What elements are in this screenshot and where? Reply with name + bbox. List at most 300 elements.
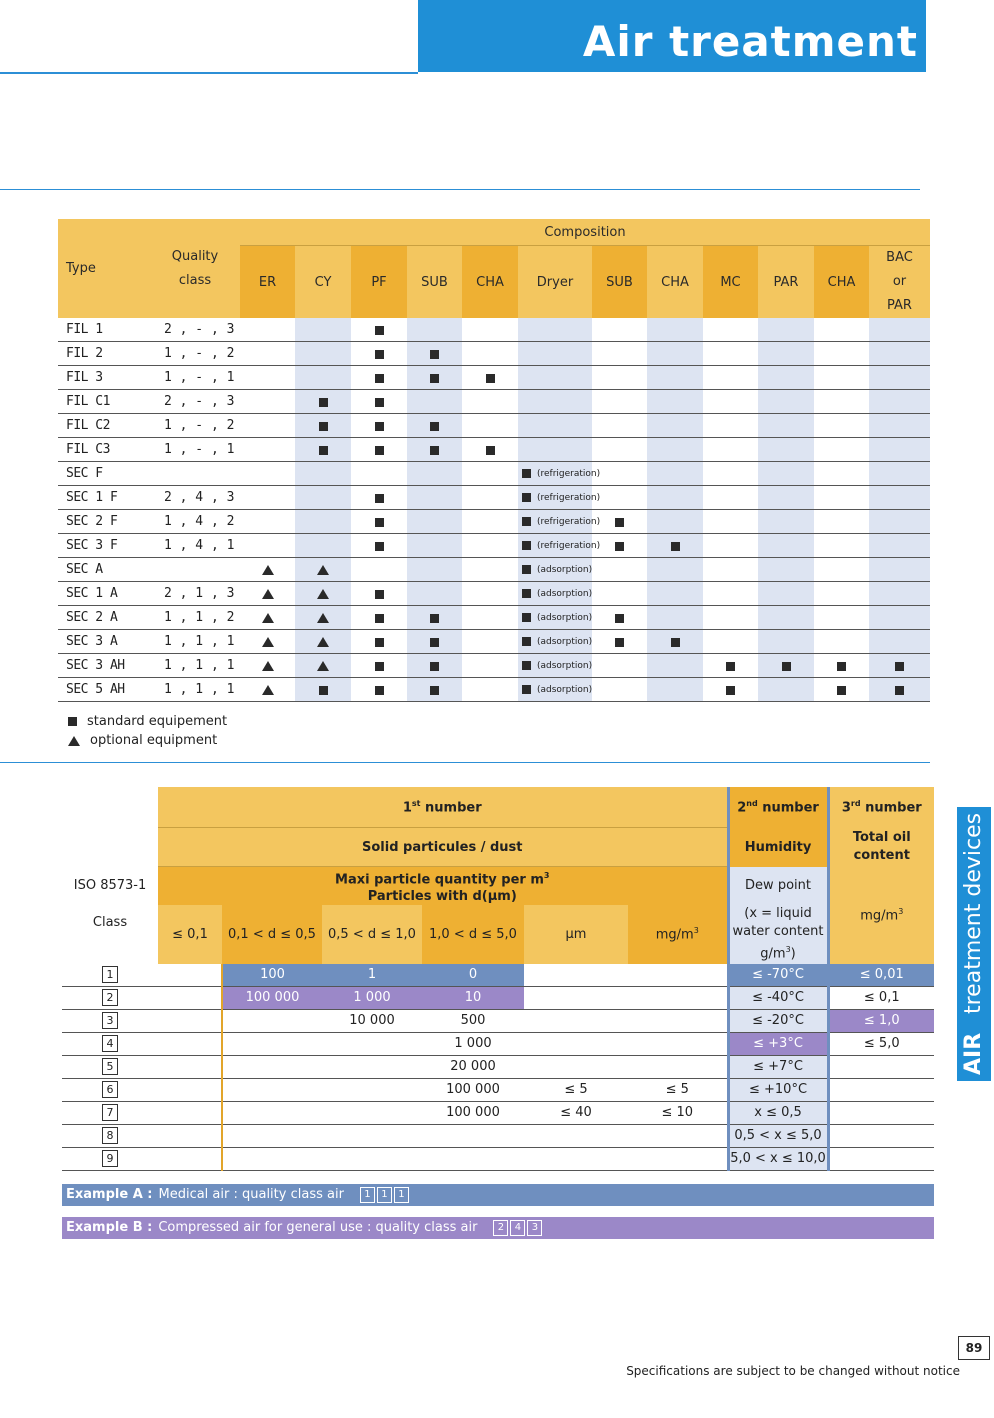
table-row [58, 486, 930, 510]
page-number: 89 [958, 1336, 990, 1360]
composition-cell [703, 558, 758, 582]
value-cell [222, 1009, 322, 1032]
class-number-box: 1 [394, 1187, 409, 1203]
quality-cell: 1 , 1 , 1 [150, 630, 240, 654]
value-cell [222, 1055, 322, 1078]
composition-cell [869, 582, 930, 606]
table-row [58, 582, 930, 606]
composition-cell [703, 366, 758, 390]
value-cell [628, 1009, 728, 1032]
example-a-class-boxes [360, 1187, 409, 1203]
composition-cell [462, 414, 518, 438]
composition-cell [758, 414, 814, 438]
dryer-cell [518, 342, 592, 366]
quality-class-header: Quality class [171, 248, 219, 288]
value-cell: ≤ 10 [628, 1101, 728, 1124]
composition-cell [647, 678, 703, 702]
type-cell: SEC 3 A [58, 630, 150, 654]
composition-cell [295, 630, 351, 654]
composition-cell [407, 558, 462, 582]
composition-cell [758, 438, 814, 462]
composition-cell [240, 318, 295, 342]
dew-point-cell: 5,0 < x ≤ 10,0 [728, 1147, 828, 1170]
composition-cell [703, 606, 758, 630]
composition-cell [869, 486, 930, 510]
table-row [62, 1078, 934, 1101]
class-cell [62, 1124, 222, 1147]
triangle-icon [317, 661, 329, 671]
type-cell: SEC A [58, 558, 150, 582]
table-row [58, 678, 930, 702]
type-quality-header [58, 219, 240, 318]
value-cell [322, 1055, 422, 1078]
table-row [62, 1032, 934, 1055]
composition-cell [703, 630, 758, 654]
composition-cell [295, 582, 351, 606]
composition-cell [647, 654, 703, 678]
quality-cell: 2 , 4 , 3 [150, 486, 240, 510]
section-rule-1 [0, 189, 920, 190]
table-row [62, 1147, 934, 1170]
class-cell [62, 1147, 222, 1170]
col-05-10: 0,5 < d ≤ 1,0 [322, 905, 422, 963]
composition-cell [814, 318, 869, 342]
composition-cell [814, 534, 869, 558]
class-cell [62, 964, 222, 987]
class-number-box: 3 [527, 1220, 542, 1236]
col-um: µm [524, 905, 628, 963]
dryer-cell [518, 678, 592, 702]
value-cell: 1 000 [422, 1032, 524, 1055]
composition-cell [647, 342, 703, 366]
square-icon [895, 662, 904, 671]
composition-cell [351, 366, 407, 390]
composition-cell [647, 582, 703, 606]
composition-cell [869, 534, 930, 558]
col-pf: PF [351, 246, 407, 319]
composition-cell [703, 486, 758, 510]
composition-cell [814, 558, 869, 582]
square-icon [522, 469, 531, 478]
composition-table [58, 219, 930, 702]
square-icon [430, 662, 439, 671]
square-icon [430, 374, 439, 383]
value-cell: ≤ 40 [524, 1101, 628, 1124]
composition-cell [462, 582, 518, 606]
composition-cell [703, 510, 758, 534]
composition-cell [814, 438, 869, 462]
composition-cell [592, 414, 647, 438]
composition-cell [869, 510, 930, 534]
composition-cell [295, 462, 351, 486]
composition-cell [703, 318, 758, 342]
oil-cell [828, 1147, 934, 1170]
dryer-cell [518, 366, 592, 390]
triangle-icon [317, 589, 329, 599]
class-number-box: 3 [102, 1012, 118, 1029]
dryer-cell [518, 558, 592, 582]
square-icon [837, 662, 846, 671]
oil-cell: ≤ 0,01 [828, 964, 934, 987]
composition-cell [240, 462, 295, 486]
value-cell [524, 964, 628, 987]
table-row [58, 606, 930, 630]
composition-cell [240, 558, 295, 582]
value-cell [322, 1101, 422, 1124]
composition-cell [592, 318, 647, 342]
dryer-type-label: (adsorption) [537, 564, 593, 575]
dew-point-cell: 0,5 < x ≤ 5,0 [728, 1124, 828, 1147]
class-cell [62, 1009, 222, 1032]
quality-cell: 1 , - , 2 [150, 342, 240, 366]
dryer-cell [518, 630, 592, 654]
class-number-box: 6 [102, 1081, 118, 1098]
dryer-cell [518, 606, 592, 630]
value-cell: 100 000 [422, 1101, 524, 1124]
composition-cell [758, 366, 814, 390]
dew-point-cell: ≤ -40°C [728, 986, 828, 1009]
composition-cell [407, 678, 462, 702]
composition-cell [407, 606, 462, 630]
oil-cell: ≤ 0,1 [828, 986, 934, 1009]
composition-cell [407, 414, 462, 438]
dryer-cell [518, 486, 601, 510]
value-cell [222, 1078, 322, 1101]
triangle-icon [68, 736, 80, 746]
table-row [58, 534, 930, 558]
oil-content-header: Total oil content [828, 828, 934, 867]
composition-cell [295, 558, 351, 582]
value-cell: 1 000 [322, 986, 422, 1009]
square-icon [522, 637, 531, 646]
composition-cell [351, 678, 407, 702]
composition-cell [295, 534, 351, 558]
composition-cell [869, 390, 930, 414]
type-cell: FIL 3 [58, 366, 150, 390]
composition-cell [814, 630, 869, 654]
triangle-icon [262, 685, 274, 695]
composition-cell [462, 390, 518, 414]
square-icon [375, 350, 384, 359]
square-icon [375, 422, 384, 431]
composition-cell [703, 654, 758, 678]
example-b-bar: Example B : Compressed air for general use : quality class air 2 4 3 [62, 1217, 934, 1239]
table-row [58, 462, 930, 486]
class-number-box: 7 [102, 1104, 118, 1121]
composition-cell [647, 318, 703, 342]
water-content-header: (x = liquid water content $g/m^3$) [728, 905, 828, 963]
composition-cell [462, 342, 518, 366]
dryer-type-label: (adsorption) [537, 660, 593, 671]
composition-cell [407, 342, 462, 366]
composition-cell [758, 342, 814, 366]
type-cell: SEC 1 A [58, 582, 150, 606]
second-number-header: 2nd number [728, 787, 828, 828]
composition-cell [869, 654, 930, 678]
table-row [62, 986, 934, 1009]
table-row [62, 1055, 934, 1078]
col-cha-3: CHA [814, 246, 869, 319]
square-icon [837, 686, 846, 695]
value-cell [422, 1147, 524, 1170]
square-icon [522, 661, 531, 670]
class-number-box: 8 [102, 1127, 118, 1144]
square-icon [375, 374, 384, 383]
composition-cell [462, 558, 518, 582]
composition-cell [703, 582, 758, 606]
quality-cell: 1 , 1 , 2 [150, 606, 240, 630]
type-cell: SEC 1 F [58, 486, 150, 510]
col-01-05: 0,1 < d ≤ 0,5 [222, 905, 322, 963]
composition-cell [592, 606, 647, 630]
iso-label: ISO 8573-1 [73, 878, 147, 894]
composition-cell [295, 606, 351, 630]
composition-cell [758, 558, 814, 582]
square-icon [671, 542, 680, 551]
square-icon [522, 541, 531, 550]
type-header: Type [66, 261, 96, 276]
composition-cell [240, 582, 295, 606]
composition-cell [351, 390, 407, 414]
class-number-box: 2 [102, 989, 118, 1006]
type-cell: FIL C2 [58, 414, 150, 438]
quality-cell: 2 , - , 3 [150, 390, 240, 414]
iso-class-table [62, 787, 934, 1171]
oil-cell [828, 1078, 934, 1101]
value-cell: ≤ 5 [524, 1078, 628, 1101]
composition-cell [351, 462, 407, 486]
composition-cell [814, 390, 869, 414]
square-icon [375, 590, 384, 599]
example-a-bar: Example A : Medical air : quality class air 1 1 1 [62, 1184, 934, 1206]
composition-cell [351, 630, 407, 654]
quality-cell: 1 , 4 , 1 [150, 534, 240, 558]
composition-cell [814, 414, 869, 438]
composition-cell [703, 390, 758, 414]
value-cell [322, 1147, 422, 1170]
square-icon [319, 398, 328, 407]
footer-note: Specifications are subject to be changed without notice [626, 1364, 960, 1378]
composition-cell [869, 318, 930, 342]
class-cell [62, 986, 222, 1009]
table-row [58, 366, 930, 390]
class-label: Class [92, 915, 128, 931]
col-mc: MC [703, 246, 758, 319]
value-cell [222, 1147, 322, 1170]
dew-point-header: Dew point [728, 867, 828, 906]
composition-cell [351, 534, 407, 558]
oil-cell [828, 1101, 934, 1124]
quality-cell: 1 , - , 2 [150, 414, 240, 438]
composition-cell [758, 462, 814, 486]
dew-point-cell: x ≤ 0,5 [728, 1101, 828, 1124]
dryer-cell [518, 582, 592, 606]
square-icon [375, 494, 384, 503]
dryer-cell [518, 510, 601, 534]
composition-cell [758, 390, 814, 414]
value-cell: 1 [322, 964, 422, 987]
composition-cell [407, 534, 462, 558]
composition-cell [814, 510, 869, 534]
composition-cell [647, 390, 703, 414]
triangle-icon [262, 613, 274, 623]
composition-cell [703, 534, 758, 558]
composition-cell [295, 414, 351, 438]
square-icon [726, 686, 735, 695]
table-row [58, 438, 930, 462]
square-icon [430, 638, 439, 647]
composition-cell [240, 438, 295, 462]
composition-cell [592, 462, 647, 486]
side-tab-text: AIR treatment devices [961, 812, 986, 1076]
table-row [62, 1101, 934, 1124]
composition-cell [462, 318, 518, 342]
class-number-box: 9 [102, 1150, 118, 1167]
composition-cell [295, 510, 351, 534]
composition-cell [240, 390, 295, 414]
square-icon [615, 638, 624, 647]
composition-cell [703, 414, 758, 438]
value-cell: 10 000 [322, 1009, 422, 1032]
example-b-class-boxes [493, 1220, 542, 1236]
dryer-cell [518, 654, 592, 678]
square-icon [522, 685, 531, 694]
triangle-icon [317, 637, 329, 647]
dew-point-cell: ≤ +7°C [728, 1055, 828, 1078]
class-cell [62, 1101, 222, 1124]
square-icon [319, 446, 328, 455]
triangle-icon [262, 637, 274, 647]
type-cell: FIL C3 [58, 438, 150, 462]
composition-cell [758, 318, 814, 342]
col-er: ER [240, 246, 295, 319]
square-icon [615, 614, 624, 623]
composition-cell [407, 438, 462, 462]
composition-cell [814, 678, 869, 702]
composition-cell [240, 678, 295, 702]
square-icon [68, 717, 77, 726]
table-row [62, 964, 934, 987]
quality-cell: 2 , 1 , 3 [150, 582, 240, 606]
oil-unit-header: $mg/m^3$ [828, 867, 934, 964]
table-row [58, 630, 930, 654]
humidity-header: Humidity [728, 828, 828, 867]
composition-cell [407, 462, 462, 486]
section-rule-2 [0, 762, 930, 763]
composition-cell [462, 630, 518, 654]
oil-cell [828, 1124, 934, 1147]
square-icon [615, 542, 624, 551]
value-cell: ≤ 5 [628, 1078, 728, 1101]
dryer-type-label: (adsorption) [537, 636, 593, 647]
composition-cell [869, 438, 930, 462]
composition-cell [295, 342, 351, 366]
composition-cell [814, 342, 869, 366]
dryer-cell [518, 318, 592, 342]
square-icon [375, 686, 384, 695]
square-icon [430, 422, 439, 431]
value-cell [222, 1124, 322, 1147]
composition-cell [407, 630, 462, 654]
value-cell [422, 1124, 524, 1147]
composition-cell [295, 318, 351, 342]
composition-cell [240, 342, 295, 366]
value-cell [628, 1147, 728, 1170]
composition-cell [647, 606, 703, 630]
triangle-icon [317, 565, 329, 575]
type-cell: FIL 1 [58, 318, 150, 342]
composition-cell [758, 630, 814, 654]
composition-cell [240, 630, 295, 654]
composition-cell [869, 606, 930, 630]
value-cell: 500 [422, 1009, 524, 1032]
value-cell: 20 000 [422, 1055, 524, 1078]
legend-standard: standard equipement [68, 712, 227, 731]
composition-cell [647, 366, 703, 390]
composition-cell [647, 558, 703, 582]
composition-cell [240, 654, 295, 678]
composition-cell [703, 462, 758, 486]
table-row [62, 1009, 934, 1032]
square-icon [375, 638, 384, 647]
page-title: Air treatment devices [582, 17, 918, 150]
composition-cell [462, 534, 518, 558]
oil-cell [828, 1055, 934, 1078]
value-cell [524, 1124, 628, 1147]
composition-cell [758, 582, 814, 606]
value-cell [524, 1055, 628, 1078]
quality-cell: 1 , - , 1 [150, 366, 240, 390]
square-icon [319, 686, 328, 695]
composition-cell [814, 654, 869, 678]
composition-cell [295, 486, 351, 510]
square-icon [430, 614, 439, 623]
value-cell [524, 1009, 628, 1032]
composition-cell [647, 414, 703, 438]
composition-cell [462, 486, 518, 510]
legend-optional: optional equipment [68, 731, 227, 750]
table-row [58, 414, 930, 438]
class-number-box: 1 [377, 1187, 392, 1203]
dryer-cell [518, 414, 592, 438]
table-row [58, 342, 930, 366]
triangle-icon [262, 589, 274, 599]
composition-cell [295, 654, 351, 678]
type-cell: SEC 3 F [58, 534, 150, 558]
square-icon [782, 662, 791, 671]
composition-cell [592, 510, 647, 534]
value-cell: 100 000 [222, 986, 322, 1009]
square-icon [375, 326, 384, 335]
composition-cell [592, 678, 647, 702]
composition-cell [758, 534, 814, 558]
dryer-type-label: (adsorption) [537, 684, 593, 695]
composition-cell [351, 558, 407, 582]
dryer-cell [518, 438, 592, 462]
col-dryer: Dryer [518, 246, 592, 319]
composition-cell [758, 678, 814, 702]
composition-cell [647, 486, 703, 510]
composition-cell [758, 510, 814, 534]
composition-cell [758, 486, 814, 510]
value-cell: 100 [222, 964, 322, 987]
composition-cell [462, 678, 518, 702]
composition-cell [295, 366, 351, 390]
composition-cell [351, 342, 407, 366]
type-cell: SEC 2 F [58, 510, 150, 534]
composition-cell [592, 654, 647, 678]
header-rule [0, 72, 418, 74]
